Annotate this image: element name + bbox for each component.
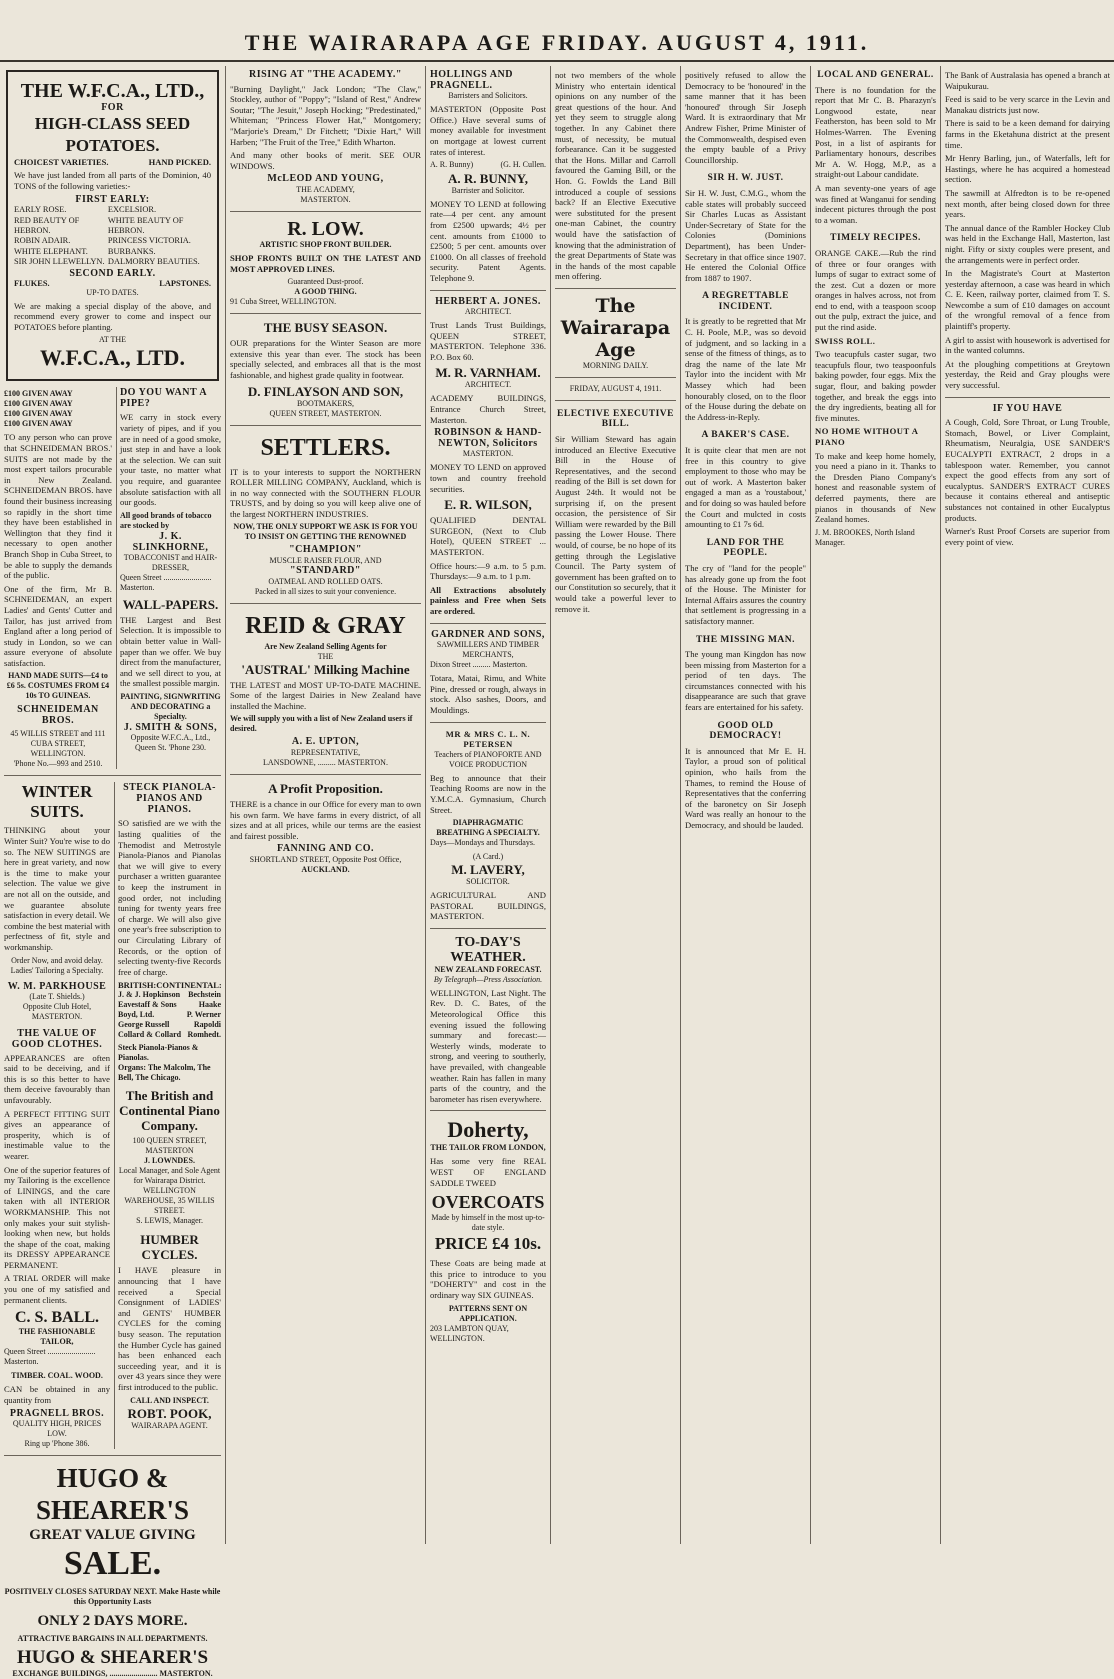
robinson-text: MONEY TO LEND on approved town and country freehold securities. <box>430 462 546 494</box>
timely-title: TIMELY RECIPES. <box>830 233 921 244</box>
mcleod-sub: THE ACADEMY, <box>296 184 355 194</box>
column-4 <box>550 66 680 1544</box>
fanning-name: FANNING AND CO. <box>276 843 375 855</box>
given-away-line: £100 GIVEN AWAY <box>4 419 73 429</box>
swiss-title: SWISS ROLL. <box>815 335 876 346</box>
bunny-left: A. R. Bunny) <box>430 160 474 170</box>
local-item: Feed is said to be very scarce in the Levin and Manakau districts just now. <box>945 94 1110 115</box>
baker-text: It is quite clear that men are not free in this country to give employment to those who may be out of work. A Masterton baker engaged a man as a 'roustabout,' and for doing so was hauled before the Court and mulcted in costs amounting to £1 7s 6d. <box>685 445 806 530</box>
brand: J. & J. Hopkinson <box>118 990 181 1000</box>
finlayson-sub: BOOTMAKERS, <box>296 398 355 408</box>
petersen-text: Beg to announce that their Teaching Rooms are now in the Y.M.C.A. Gymnasium, Church Street. <box>430 772 546 815</box>
piano-title: NO HOME WITHOUT A PIANO <box>815 426 918 447</box>
weather-sub: NEW ZEALAND FORECAST. <box>434 964 542 974</box>
wfca-footer: W.F.C.A., LTD. <box>40 345 185 371</box>
weather-by: By Telegraph—Press Association. <box>433 974 543 984</box>
petersen-role: Teachers of PIANOFORTE AND VOICE PRODUCTION <box>434 749 542 769</box>
lavery-text: AGRICULTURAL AND PASTORAL BUILDINGS, MASTERTON. <box>430 890 546 922</box>
wall-address: Opposite W.F.C.A., Ltd., Queen St. 'Phone 230. <box>130 732 211 752</box>
bcp-warehouse: WELLINGTON WAREHOUSE, 35 WILLIS STREET. <box>124 1186 215 1216</box>
elective-title: ELECTIVE EXECUTIVE BILL. <box>557 408 674 430</box>
variety: SIR JOHN LLEWELLYN. <box>14 257 105 267</box>
wfca-lapstones: LAPSTONES. <box>159 278 211 288</box>
fanning-city: AUCKLAND. <box>301 865 350 874</box>
article-continued: not two members of the whole Ministry who entertain identical opinions on any number of the great questions of the hour. And yet they seem to struggle along together. In any Cabinet there must, of necessity, be mutual forbearance. Can it be suggested that the Hons. Millar and Carroll favoured the Gaming Bill, or the Hon. G. Fowlds the Land Bill introduced a couple of sessions back? If an Elective Executive were substituted for the present one-man Cabinet, the country would have the satisfaction of knowing that the administration of the great Departments of State was in the hands of the most capable men offering. <box>555 70 676 282</box>
lavery-role: SOLICITOR. <box>466 877 510 887</box>
wfca-ad <box>6 70 219 381</box>
local-item: At the ploughing competitions at Greytown yesterday, the Reid and Gray ploughs were very successful. <box>945 358 1110 391</box>
low-guarantee: Guaranteed Dust-proof. <box>287 277 364 287</box>
column-2 <box>225 66 425 1544</box>
brand: Collard & Collard <box>118 1030 182 1040</box>
humber-text: I HAVE pleasure in announcing that I have received a Special Consignment of LADIES' and GENTS' HUMBER CYCLES for the coming busy season. The reputation the Humber Cycle has gained has been enhanced each succeeding year, and it is over 43 years since they were first introduced to the public. <box>118 1265 221 1392</box>
variety: WHITE BEAUTY OF HEBRON. <box>107 215 184 235</box>
missing-text: The young man Kingdon has now been missing from Masterton for a period of ten days. The circumstances connected with his disappearance are such that grave fears are entertained for his safety. <box>685 649 806 713</box>
given-away-line: £100 GIVEN AWAY <box>4 389 73 399</box>
wall-name: J. SMITH & SONS, <box>123 721 218 733</box>
local-item: In the Magistrate's Court at Masterton yesterday afternoon, a case was heard in which C. E. Keen, railway porter, claimed from T. S. Newcombe a sum of £10 damages on account of the wrongful removal of a fence from plaintiff's property. <box>945 268 1110 332</box>
brands-right <box>187 990 221 1040</box>
patterns-note: PATTERNS SENT ON APPLICATION. <box>448 1303 528 1323</box>
brand: Rapoldi <box>193 1020 221 1030</box>
rising-title: RISING AT "THE ACADEMY." <box>249 69 402 80</box>
gardner-name: GARDNER AND SONS, <box>431 628 545 640</box>
wilson-text: QUALIFIED DENTAL SURGEON, (Next to Club Hotel), QUEEN STREET ... MASTERTON. <box>430 515 546 557</box>
wall-title: WALL-PAPERS. <box>122 596 219 612</box>
overcoats-sub: Made by himself in the most up-to-date style. <box>431 1213 545 1233</box>
given-away-line: £100 GIVEN AWAY <box>4 399 73 409</box>
bcp-manager: S. LEWIS, Manager. <box>136 1216 203 1226</box>
low-name: R. LOW. <box>287 217 364 240</box>
winter-order: Order Now, and avoid delay. <box>11 955 103 965</box>
pipe-role: TOBACCONIST and HAIR-DRESSER, <box>123 552 218 572</box>
ball-name: C. S. BALL. <box>14 1309 100 1327</box>
bunny-role: Barrister and Solicitor. <box>451 185 525 195</box>
democracy-title: GOOD OLD DEMOCRACY! <box>709 720 782 742</box>
democracy-text: It is announced that Mr E. H. Taylor, a proud son of political opinion, who hails from the Thames, to remind the House of Representatives that the conferring of the baronetcy on Sir Joseph Ward was really an honour to the Democracy, and should be lauded. <box>685 745 806 830</box>
paper-sub: MORNING DAILY. <box>582 360 649 370</box>
steck-text: SO satisfied are we with the lasting qualities of the Themodist and Metrostyle Pianola-Pianos and Pianolas that we will give to every purchaser a written guarantee to keep the instrument in good order, not including tuning for twenty years free of charge. We will also give one year's free subscription to our Circulating Library of Records, or the option of selecting twenty-five Records free of charge. <box>118 818 221 977</box>
paper-title: The Wairarapa Age <box>560 294 671 361</box>
brand: Romhedt. <box>187 1030 221 1040</box>
local-text-2: A man seventy-one years of age was fined at Wanganui for sending indecent pictures through the post to a woman. <box>815 182 936 225</box>
wfca-varieties-left <box>14 205 108 267</box>
winter-ladies: Ladies' Tailoring a Specialty. <box>10 965 104 975</box>
standard-brand: "STANDARD" <box>290 565 361 577</box>
schneideman-hand: HAND MADE SUITS—£4 to £6 5s. COSTUMES FROM £4 10s TO GUINEAS. <box>6 671 110 701</box>
lavery-name: M. LAVERY, <box>451 862 525 878</box>
schneideman-text-2: One of the firm, Mr B. SCHNEIDEMAN, an expert Ladies' and Gents' Cutter and Tailor, has just arrived from England after a long period of study in London, so we can assure everyone of absolute satisfaction. <box>4 583 112 668</box>
wfca-sub2: HAND PICKED. <box>148 157 211 167</box>
cough-title: IF YOU HAVE <box>992 402 1063 414</box>
trial-order: A TRIAL ORDER will make you one of my satisfied and permanent clients. <box>4 1273 110 1305</box>
standard-sub: OATMEAL AND ROLLED OATS. <box>268 576 383 586</box>
bcp-address: 100 QUEEN STREET, MASTERTON <box>132 1136 207 1156</box>
timely-text: ORANGE CAKE.—Rub the rind of three or four oranges with lumps of sugar to extract some of the zest. Cut a dozen or more oranges in halves across, not from end to end, with a teaspoon scoop out the pulp, extract the juice, and put the rind aside. <box>815 247 936 333</box>
champion-brand: "CHAMPION" <box>289 544 362 556</box>
pragnell-quality: QUALITY HIGH, PRICES LOW. <box>12 1419 102 1439</box>
wilson-name: E. R. WILSON, <box>444 497 532 513</box>
wall-text: THE Largest and Best Selection. It is impossible to obtain better value in Wall-paper than we offer. We buy direct from the manufacturer, and we sell direct to you, at the smallest possible margin. <box>119 614 221 689</box>
winter-text: THINKING about your Winter Suit? You're wise to do so. The NEW SUITINGS are here in great variety, and now is the time to make your selection. The value we give are not all on the outside, and we guarantee absolute satisfaction in every detail. We combine the best material with perfectness of fit, style and workmanship. <box>4 825 110 952</box>
continental-label: CONTINENTAL: <box>156 980 222 991</box>
jones-name: HERBERT A. JONES. <box>435 295 541 307</box>
wfca-at-the: AT THE <box>98 335 127 345</box>
busy-text: OUR preparations for the Winter Season are more extensive this year than ever. The stock has been specially selected, and embraces all that is the most fashionable, and highest grade quality in footwear. <box>230 338 421 380</box>
bcp-agent-role: Local Manager, and Sole Agent for Wairarapa District. <box>118 1166 221 1186</box>
rising-text: "Burning Daylight," Jack London; "The Claw," Stockley, author of "Poppy"; "Island of Rest," Andrew Soutar; "The Jesuit," Joseph Hocking; "Predestinated," Whiteman; "Princess Flower Hat," Montgomery; "Marjorie's Dream," Dr Fitchett; "Dixie Hart," Will Harben; "The Fruit of the Tree," Edith Wharton. <box>230 83 421 147</box>
brand: George Russell <box>118 1020 170 1030</box>
column-6 <box>810 66 940 1544</box>
parkhouse-late: (Late T. Shields.) <box>29 991 85 1001</box>
parkhouse-address: Opposite Club Hotel, MASTERTON. <box>22 1001 92 1021</box>
hugo-shearer-ad <box>4 1462 221 1679</box>
low-address: 91 Cuba Street, WELLINGTON. <box>230 297 337 307</box>
brand: P. Werner <box>186 1010 221 1020</box>
profit-title: A Profit Proposition. <box>268 781 383 797</box>
gardner-text: Totara, Matai, Rimu, and White Pine, dressed or rough, always in stock. Also sashes, Doors, and Mouldings. <box>430 673 546 715</box>
ball-address: Queen Street ........................ Masterton. <box>4 1347 96 1367</box>
value-title: THE VALUE OF GOOD CLOTHES. <box>11 1027 103 1050</box>
hugo-name: HUGO & SHEARER'S <box>35 1463 190 1526</box>
just-title: SIR H. W. JUST. <box>707 173 784 184</box>
humber-role: WAIRARAPA AGENT. <box>131 1420 208 1430</box>
wfca-intro: We have just landed from all parts of the Dominion, 40 TONS of the following varieties:- <box>14 170 211 191</box>
brookes-line: J. M. BROOKES, North Island Manager. <box>815 527 915 547</box>
local-item: The sawmill at Alfredton is to be re-opened next month, after being closed down for three years. <box>945 187 1110 220</box>
wfca-sub1: CHOICEST VARIETIES. <box>14 157 109 167</box>
pipe-title: DO YOU WANT A PIPE? <box>119 387 207 410</box>
schneideman-address: 45 WILLIS STREET and 111 CUBA STREET, WELLINGTON. <box>10 729 106 759</box>
variety: ROBIN ADAIR. <box>14 236 71 246</box>
low-text: SHOP FRONTS BUILT ON THE LATEST AND MOST APPROVED LINES. <box>230 252 421 274</box>
column-1 <box>0 66 225 1679</box>
reid-sub: Are New Zealand Selling Agents for <box>264 641 387 651</box>
bcp-title: The British and Continental Piano Company. <box>119 1088 220 1134</box>
robinson-address: MASTERTON. <box>462 449 514 459</box>
column-7 <box>940 66 1114 1544</box>
petersen-name: MR & MRS C. L. N. PETERSEN <box>445 728 531 750</box>
brand: Boyd, Ltd. <box>118 1010 155 1020</box>
jones-role: ARCHITECT. <box>464 307 512 317</box>
value-text: APPEARANCES are often said to be deceiving, and if this is so this better to have them deceive favourably than unfavourably. <box>4 1052 110 1105</box>
variety: PRINCESS VICTORIA. <box>107 236 191 246</box>
wfca-varieties-right <box>108 205 211 267</box>
doherty-text: Has some very fine REAL WEST OF ENGLAND SADDLE TWEED <box>430 1156 546 1188</box>
doherty-sub: THE TAILOR FROM LONDON, <box>430 1143 546 1153</box>
coats-text: These Coats are being made at this price to introduce to you "DOHERTY" and cost in the ordinary way SIX GUINEAS. <box>430 1258 546 1300</box>
brand: Haake <box>198 1000 221 1010</box>
rising-more: And many other books of merit. SEE OUR WINDOWS. <box>230 150 421 171</box>
settlers-tag: NOW, THE ONLY SUPPORT WE ASK IS FOR YOU TO INSIST ON GETTING THE RENOWNED <box>233 522 418 542</box>
low-thing: A GOOD THING. <box>294 287 357 297</box>
steck-line: Steck Pianola-Pianos & Pianolas. <box>118 1043 199 1063</box>
article-continued-2: positively refused to allow the Democracy to be 'honoured' in the same manner that it has been 'honoured' through Sir Joseph Ward. It is extraordinary that Mr Andrew Fisher, Prime Minister of the Commonwealth, despised even the empty bauble of a Privy Councillorship. <box>685 70 806 165</box>
weather-text: WELLINGTON, Last Night. The Rev. D. C. Bates, of the Meteorological Office this evening issued the following summary and forecast:— Westerly winds, moderate to strong, and veering to southerly, have prevailed, with changeable weather. Rain has fallen in many parts of the country, and the barometer has risen everywhere. <box>430 987 546 1104</box>
hollings-name: HOLLINGS AND PRAGNELL. <box>430 69 513 91</box>
timber-heading: TIMBER. COAL. WOOD. <box>11 1371 103 1381</box>
missing-title: THE MISSING MAN. <box>695 634 796 645</box>
variety: EARLY ROSE. <box>14 205 67 215</box>
regrettable-title: A REGRETTABLE INCIDENT. <box>702 291 789 312</box>
wfca-display: We are making a special display of the above, and recommend every grower to come and inspect our POTATOES before planting. <box>14 300 211 332</box>
bunny-text: MONEY TO LEND at following rate—4 per cent. any amount from £2500 upwards; 4½ per cent. amounts from £1000 to £2500; 5 per cent. amounts over £1000. On all classes of freehold security. Patent Agents. Telephone 9. <box>430 198 546 283</box>
hugo-days: ONLY 2 DAYS MORE. <box>37 1613 188 1630</box>
left-subcolumn <box>4 387 112 769</box>
given-away-line: £100 GIVEN AWAY <box>4 409 73 419</box>
reid-text: THE LATEST and MOST UP-TO-DATE MACHINE. Some of the largest Dairies in New Zealand have installed the Machine. <box>230 679 421 711</box>
just-text: Sir H. W. Just, C.M.G., whom the cable states will probably succeed Sir Charles Lucas as Assistant Under-Secretary of State for the Colonies (Dominions Department), has been Under-Secretary in that office since 1907. He entered the Colonial Office from 1887 to 1907. <box>685 187 806 283</box>
bunny-name: A. R. BUNNY, <box>447 170 529 186</box>
upton-name: A. E. UPTON, <box>291 736 360 748</box>
humber-name: ROBT. POOK, <box>127 1405 212 1421</box>
brand: Eavestaff & Sons <box>118 1000 177 1010</box>
british-label: BRITISH: <box>118 980 157 991</box>
masthead-title: THE WAIRARAPA AGE FRIDAY. AUGUST 4, 1911. <box>244 30 870 55</box>
hugo-tag: GREAT VALUE GIVING <box>29 1527 196 1544</box>
warner-note: Warner's Rust Proof Corsets are superior from every point of view. <box>945 526 1110 547</box>
upton-address: LANSDOWNE, ......... MASTERTON. <box>263 758 388 768</box>
robinson-name: ROBINSON & HAND-NEWTON, Solicitors <box>434 427 542 449</box>
reid-the: THE <box>317 651 334 661</box>
wfca-name: THE W.F.C.A., LTD., <box>20 80 205 102</box>
wilson-note: All Extractions absolutely painless and Free when Sets are ordered. <box>430 584 546 616</box>
hollings-sub: Barristers and Solicitors. <box>448 91 528 101</box>
pipe-text: WE carry in stock every variety of pipes, and if you are in need of a good smoke, just step in and have a look at the selection. We can suit your taste, no matter what you require, and guarantee absolute satisfaction with all our goods. <box>119 412 221 508</box>
jones-address: Trust Lands Trust Buildings, QUEEN STREET, MASTERTON. Telephone 336. P.O. Box 60. <box>430 320 546 362</box>
right-subcolumn <box>116 387 221 769</box>
hugo-closes: POSITIVELY CLOSES SATURDAY NEXT. Make Haste while this Opportunity Lasts <box>4 1587 221 1607</box>
variety: RED BEAUTY OF HEBRON. <box>14 215 80 235</box>
pragnell-name: PRAGNELL BROS. <box>9 1408 105 1420</box>
land-title: LAND FOR THE PEOPLE. <box>706 537 785 559</box>
wfca-flukes: FLUKES. <box>14 278 50 288</box>
varnham-address: ACADEMY BUILDINGS, Entrance Church Street, Masterton. <box>430 393 546 425</box>
regrettable-text: It is greatly to be regretted that Mr C. H. Poole, M.P., was so devoid of judgment, and so lacking in a sense of the fitness of things, as to drag the name of the late Mr Taylor into the incident with Mr Massey which had been honourably closed, on to the floor of the House during the debate on the Address-in-Reply. <box>685 316 806 422</box>
reid-machine: 'AUSTRAL' Milking Machine <box>241 661 410 677</box>
variety: BURBANKS. <box>107 246 156 256</box>
wilson-hours: Office hours:—9 a.m. to 5 p.m. Thursdays:—9 a.m. to 1 p.m. <box>430 560 546 582</box>
ball-sub: THE FASHIONABLE TAILOR, <box>18 1327 96 1347</box>
petersen-days: Days—Mondays and Thursdays. <box>430 838 535 848</box>
swiss-text: Two teacupfuls caster sugar, two teacupfuls flour, two teaspoonfuls baking powder, four eggs. Mix the sugar, flour, and baking powder together, and break the eggs into the dry ingredients, beating all for five minutes. <box>815 349 936 423</box>
parkhouse-name: W. M. PARKHOUSE <box>7 980 107 992</box>
paper-date: FRIDAY, AUGUST 4, 1911. <box>569 383 662 393</box>
column-3 <box>425 66 550 1544</box>
busy-title: THE BUSY SEASON. <box>263 320 388 336</box>
packed-note: Packed in all sizes to suit your convenience. <box>254 586 397 596</box>
hugo-sale: SALE. <box>63 1545 162 1583</box>
value-text-2: A PERFECT FITTING SUIT gives an appearance of prosperity, which is of inestimable value to the wearer. <box>4 1108 110 1161</box>
overcoats-title: OVERCOATS <box>431 1192 545 1213</box>
mcleod-address: MASTERTON. <box>300 194 351 204</box>
land-text: The cry of "land for the people" has already gone up from the foot of the House. The Minister for Internal Affairs assures the country that settlement is progressing in a satisfactory manner. <box>685 562 806 626</box>
variety: WHITE ELEPHANT. <box>14 246 88 256</box>
local-title: LOCAL AND GENERAL. <box>817 70 934 80</box>
humber-title: HUMBER CYCLES. <box>140 1232 199 1263</box>
wfca-first-early: FIRST EARLY: <box>75 194 150 206</box>
pipe-address: Queen Street ........................ Masterton. <box>119 572 212 592</box>
masthead <box>0 0 1114 58</box>
varnham-role: ARCHITECT. <box>464 380 512 390</box>
pragnell-text: CAN be obtained in any quantity from <box>4 1384 110 1405</box>
reid-supply: We will supply you with a list of New Zealand users if desired. <box>230 714 413 734</box>
weather-title: TO-DAY'S WEATHER. <box>450 934 526 965</box>
hollings-text: MASTERTON (Opposite Post Office.) Have several sums of money available for investment on mortgage at lowest current rates of interest. <box>430 104 546 157</box>
winter-title: WINTER SUITS. <box>21 782 93 822</box>
fanning-address: SHORTLAND STREET, Opposite Post Office, <box>249 855 402 864</box>
column-5 <box>680 66 810 1544</box>
gardner-role: SAWMILLERS AND TIMBER MERCHANTS, <box>436 640 540 660</box>
bcp-agent: J. LOWNDES. <box>144 1156 195 1166</box>
doherty-title: Doherty, <box>447 1117 529 1143</box>
reid-title: REID & GRAY <box>245 612 406 639</box>
piano-text: To make and keep home homely, you need a piano in it. Thanks to the Dresden Piano Company's honest and reasonable system of deferred payments, there are pianos in thousands of New Zealand homes. <box>815 450 936 525</box>
schneideman-name: SCHNEIDEMAN BROS. <box>17 704 99 727</box>
finlayson-name: D. FINLAYSON AND SON, <box>247 383 404 399</box>
pipe-name: J. K. SLINKHORNE, <box>132 530 209 553</box>
hugo-bargains: ATTRACTIVE BARGAINS IN ALL DEPARTMENTS. <box>17 1634 208 1644</box>
low-sub: ARTISTIC SHOP FRONT BUILDER. <box>259 239 392 249</box>
local-item: Mr Henry Barling, jun., of Waterfalls, left for Hastings, where he has acquired a homestead section. <box>945 153 1110 185</box>
baker-title: A BAKER'S CASE. <box>701 430 790 441</box>
finlayson-address: QUEEN STREET, MASTERTON. <box>269 408 382 418</box>
brands-left <box>118 990 181 1040</box>
upton-role: REPRESENTATIVE, <box>290 748 361 758</box>
local-text: There is no foundation for the report that Mr C. B. Pharazyn's Longwood estate, near Featherston, has been sold to Mr Holmes-Warren. The Evening Post, in a list of aspirants for Parliamentary honours, describes Mr A. W. Hogg, M.P., as a straight-out Labour candidate. <box>815 84 936 180</box>
hugo-address: EXCHANGE BUILDINGS, ........................ MASTERTON. <box>12 1669 213 1679</box>
cough-text: A Cough, Cold, Sore Throat, or Lung Trouble, Stomach, Bowel, or Liver Complaint, Rheumatism, Neuralgia, USE SANDER'S EUCALYPTI EXTRACT, 2 drops in a tablespoon water. Remember, you cannot expect the good effects from any sort of eucalyptus. SANDER'S EXTRACT CURES because it contains ethereal and antiseptic substances not contained in other Eucalyptus products. <box>945 417 1110 523</box>
mcleod-name: McLEOD AND YOUNG, <box>267 173 384 185</box>
bunny-right: (G. H. Cullen. <box>500 160 546 170</box>
wfca-tagline: HIGH-CLASS SEED POTATOES. <box>34 114 191 155</box>
champion-sub: MUSCLE RAISER FLOUR, AND <box>269 556 382 566</box>
gardner-address: Dixon Street ......... Masterton. <box>430 660 528 670</box>
doherty-address: 203 LAMBTON QUAY, WELLINGTON. <box>430 1323 509 1343</box>
hugo-name-2: HUGO & SHEARER'S <box>16 1647 209 1669</box>
humber-call: CALL AND INSPECT. <box>130 1395 209 1405</box>
local-item: The Bank of Australasia has opened a branch at Waipukurau. <box>945 70 1110 91</box>
wfca-second-early: SECOND EARLY. <box>69 267 156 279</box>
local-item: A girl to assist with housework is advertised for in the wanted columns. <box>945 334 1110 356</box>
pipe-brands: All good brands of tobacco are stocked by <box>119 510 212 530</box>
steck-title: STECK PIANOLA-PIANOS AND PIANOS. <box>123 782 216 816</box>
varnham-name: M. R. VARNHAM. <box>435 365 541 381</box>
card-label: (A Card.) <box>472 852 504 862</box>
elective-text: Sir William Steward has again introduced an Elective Executive Bill in the House of Representatives, and the second reading of the Bill is set down for August 24th. It would not be surprising if, on the present occasion, the persistence of Sir William were rewarded by the Bill passing the Lower House. There would, of course, be no hope of its getting through the Legislative Council. The Party system of government has been grafted on to our Constitution so securely, that it would take a powerful lever to remove it. <box>555 434 676 614</box>
variety: DALMORRY BEAUTIES. <box>107 257 200 267</box>
variety: EXCELSIOR. <box>107 205 157 215</box>
value-text-3: One of the superior features of my Tailoring is the excellence of LININGS, and the care taken with all INTERIOR WORKMANSHIP. This not only makes your suit stylish-looking when new, but holds the shape of the coat, making its DRESSY APPEARANCE PERMANENT. <box>4 1164 110 1270</box>
schneideman-text: TO any person who can prove that SCHNEIDEMAN BROS.' SUITS are not made by the most expert tailors procurable in New Zealand. SCHNEIDEMAN BROS. have found their business increasing so rapidly in the short time they have been established in Wellington that they find it necessary to open another Branch Shop in Cuba Street, to be able to supply the demands of the public. <box>4 432 112 581</box>
brand: Bechstein <box>188 990 221 1000</box>
wall-tag: PAINTING, SIGNWRITING AND DECORATING a Specialty. <box>120 691 221 721</box>
wfca-up-to-dates: UP-TO DATES. <box>86 287 139 297</box>
schneideman-phone: 'Phone No.—993 and 2510. <box>13 759 103 769</box>
settlers-title: SETTLERS. <box>260 434 391 461</box>
masthead-rule <box>0 60 1114 62</box>
overcoats-price: PRICE £4 10s. <box>434 1234 542 1254</box>
pragnell-ring: Ring up 'Phone 386. <box>24 1439 90 1449</box>
wfca-for: FOR <box>101 102 124 113</box>
local-item: There is said to be a keen demand for dairying farms in the Eketahuna district at the present time. <box>945 118 1110 150</box>
organs-line: Organs: The Malcolm, The Bell, The Chicago. <box>118 1063 211 1083</box>
profit-text: THERE is a chance in our Office for every man to own his own farm. We have farms in every district, of all sizes and at all prices, while our terms are the easiest and fairest possible. <box>230 799 421 841</box>
settlers-text: IT is to your interests to support the NORTHERN ROLLER MILLING COMPANY, Auckland, which is in no way connected with the SOUTHERN FLOUR TRUSTS, and by doing so you will keep alive one of the largest NORTHERN INDUSTRIES. <box>230 466 421 519</box>
petersen-breathing: DIAPHRAGMATIC BREATHING A SPECIALTY. <box>436 818 540 838</box>
local-item: The annual dance of the Rambler Hockey Club was held in the Exchange Hall, Masterton, last night. Fifty or sixty couples were present, and the arrangements were in perfect order. <box>945 222 1110 265</box>
